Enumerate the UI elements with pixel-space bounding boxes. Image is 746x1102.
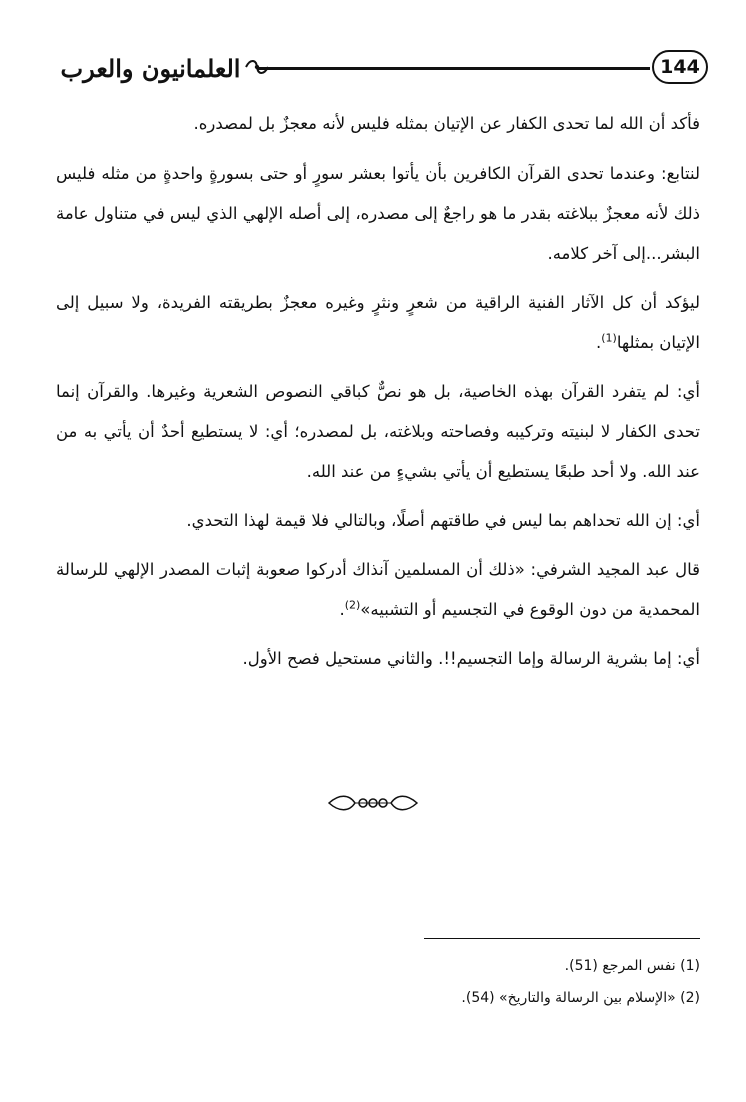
footnote-ref-1[interactable]: (1) — [601, 331, 617, 345]
header-rule — [258, 67, 650, 70]
paragraph-1: فأكد أن الله لما تحدى الكفار عن الإتيان بمثله فليس لأنه معجزٌ بل لمصدره. — [193, 114, 700, 133]
paragraph-7: أي: إما بشرية الرسالة وإما التجسيم!!. والثاني مستحيل فصح الأول. — [242, 649, 700, 668]
paragraph-4: أي: لم يتفرد القرآن بهذه الخاصية، بل هو نصٌّ كباقي النصوص الشعرية وغيرها. والقرآن إنما تحدى الكفار لا لبنيته وتركيبه وفصاحته وبلاغته، بل لمصدره؛ أي: لا يستطيع أحدٌ أن يأتي به من عند الله. ولا أحد طبعًا يستطيع أن يأتي بشيءٍ من عند الله. — [56, 382, 700, 481]
paragraph-2: لنتابع: وعندما تحدى القرآن الكافرين بأن يأتوا بعشر سورٍ أو حتى بسورةٍ واحدةٍ من مثله فليس ذلك لأنه معجزٌ ببلاغته بقدر ما هو راجعٌ إلى مصدره، إلى أصله الإلهي الذي ليس في متناول عامة البشر...إلى آخر كلامه. — [56, 164, 700, 263]
paragraph-3-text: ليؤكد أن كل الآثار الفنية الراقية من شعرٍ ونثرٍ وغيره معجزٌ بطريقته الفريدة، ولا سبيل إلى الإتيان بمثلها — [56, 293, 700, 352]
book-title: العلمانيون والعرب — [60, 54, 241, 83]
page-header — [48, 48, 708, 90]
footnote-rule — [424, 938, 700, 939]
footnote-1: (1) نفس المرجع (51). — [564, 958, 700, 974]
paragraph-6-text: قال عبد المجيد الشرفي: «ذلك أن المسلمين آنذاك أدركوا صعوبة إثبات المصدر الإلهي للرسالة المحمدية من دون الوقوع في التجسيم أو التشبيه» — [56, 560, 700, 619]
section-divider-icon — [300, 790, 446, 820]
paragraph-3-end: . — [595, 333, 602, 352]
page-number: 144 — [652, 50, 708, 84]
paragraph-3 — [56, 283, 700, 363]
footnote-2: (2) «الإسلام بين الرسالة والتاريخ» (54). — [461, 990, 700, 1006]
main-text — [56, 104, 700, 688]
footnote-ref-2[interactable]: (2) — [344, 598, 361, 612]
paragraph-5: أي: إن الله تحداهم بما ليس في طاقتهم أصلًا، وبالتالي فلا قيمة لهذا التحدي. — [186, 511, 700, 530]
footnotes — [300, 950, 700, 1014]
paragraph-6-end: . — [339, 600, 345, 619]
paragraph-6 — [56, 550, 700, 630]
